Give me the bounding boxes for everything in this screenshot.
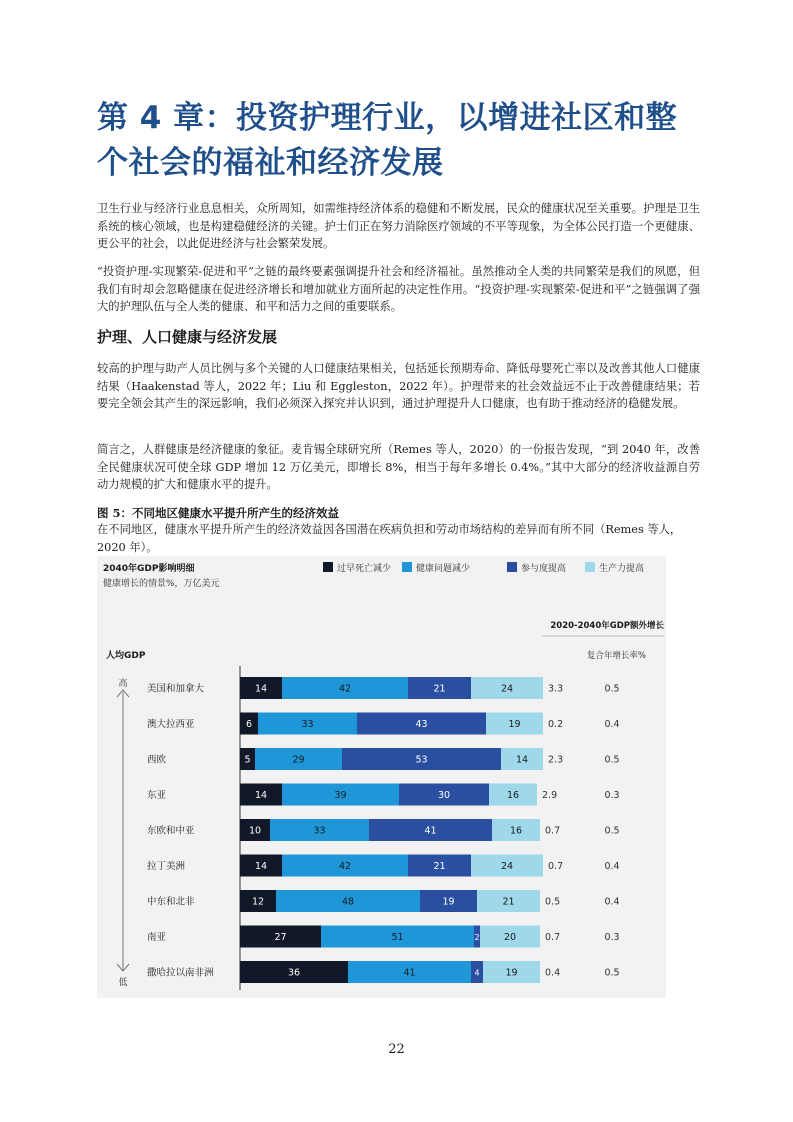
gdp-impact-chart (97, 556, 666, 998)
intro-paragraph-1: 卫生行业与经济行业息息相关，众所周知，如需维持经济体系的稳健和不断发展，民众的健康状况至关重要。护理是卫生系统的核心领域，也是构建稳健经济的关键。护士们正在努力消除医疗领域的不平等现象，为全体公民打造一个更健康、更公平的社会，以此促进经济与社会繁荣发展。 (97, 202, 700, 251)
growth-column-header: 2020-2040年GDP额外增长 (550, 621, 664, 631)
legend-label: 健康问题减少 (416, 564, 471, 574)
gdp-growth-value: 2.9 (542, 790, 558, 801)
bar-value-label: 5 (244, 754, 251, 766)
bar-value-label: 33 (301, 719, 314, 730)
bar-value-label: 19 (442, 896, 455, 908)
cagr-value: 0.4 (604, 861, 620, 872)
bar-value-label: 10 (248, 825, 262, 837)
bar-value-label: 33 (313, 825, 326, 837)
bar-value-label: 19 (505, 967, 518, 979)
chapter-title-line-1: 第 4 章：投资护理行业，以增进社区和整 (97, 100, 678, 136)
section-heading: 护理、人口健康与经济发展 (97, 328, 278, 346)
figure-title: 图 5：不同地区健康水平提升所产生的经济效益 (97, 506, 340, 520)
bar-value-label: 27 (274, 932, 287, 943)
bar-value-label: 24 (500, 861, 514, 872)
legend-swatch (402, 562, 412, 572)
bar-value-label: 41 (424, 825, 437, 837)
bar-value-label: 6 (245, 719, 253, 730)
chapter-title (97, 96, 717, 186)
region-label: 西欧 (147, 754, 167, 766)
bar-value-label: 24 (500, 683, 514, 695)
figure-caption: 在不同地区，健康水平提升所产生的经济效益因各国潜在疾病负担和劳动市场结构的差异而有所不同（Remes 等人，2020 年）。 (97, 523, 682, 554)
bar-value-label: 16 (506, 790, 520, 801)
region-label: 东亚 (147, 790, 167, 801)
bar-value-label: 14 (254, 683, 268, 695)
gdp-growth-value: 3.3 (548, 683, 564, 695)
bar-value-label: 43 (415, 719, 428, 730)
cagr-value: 0.5 (604, 825, 620, 837)
legend-swatch (507, 562, 517, 572)
bar-value-label: 4 (474, 968, 480, 978)
bar-value-label: 48 (341, 896, 355, 908)
legend-label: 生产力提高 (599, 564, 645, 574)
bar-value-label: 19 (508, 719, 521, 730)
axis-low-label: 低 (118, 978, 128, 988)
bar-value-label: 42 (338, 683, 352, 695)
chart-title: 2040年GDP影响明细 (103, 564, 195, 574)
cagr-value: 0.4 (604, 896, 620, 908)
gdp-growth-value: 0.5 (545, 896, 561, 908)
region-label: 南亚 (147, 932, 167, 943)
cagr-value: 0.5 (604, 683, 620, 695)
bar-value-label: 14 (254, 861, 268, 872)
cagr-column-header: 复合年增长率% (586, 651, 646, 661)
legend-swatch (585, 562, 595, 572)
bar-value-label: 36 (287, 967, 301, 979)
gdp-growth-value: 0.7 (548, 861, 564, 872)
body-paragraph-2: 简言之，人群健康是经济健康的象征。麦肯锡全球研究所（Remes 等人，2020）的一份报告发现，“到 2040 年，改善全民健康状况可使全球 GDP 增加 12 万亿美元，即增长 8%，相当于每年多增长 0.4%。”其中大部分的经济收益源自劳动力规模的扩大和健康水平的提升。 (97, 443, 700, 492)
chapter-title-line-2: 个社会的福祉和经济发展 (97, 145, 444, 181)
region-label: 中东和北非 (147, 896, 195, 908)
bar-value-label: 41 (403, 967, 416, 979)
bar-value-label: 21 (433, 861, 446, 872)
bar-value-label: 14 (254, 790, 268, 801)
bar-value-label: 12 (251, 896, 265, 908)
bar-value-label: 39 (334, 790, 347, 801)
bar-value-label: 53 (415, 754, 428, 766)
cagr-value: 0.3 (604, 932, 620, 943)
gdp-growth-value: 0.4 (545, 967, 561, 979)
bar-value-label: 16 (509, 825, 523, 837)
bar-value-label: 30 (437, 790, 451, 801)
cagr-value: 0.4 (604, 719, 620, 730)
region-label: 美国和加拿大 (147, 683, 205, 695)
legend-label: 过早死亡减少 (337, 564, 392, 574)
bar-value-label: 14 (515, 754, 529, 766)
gdp-growth-value: 2.3 (548, 754, 564, 766)
gdp-growth-value: 0.2 (548, 719, 564, 730)
bar-value-label: 29 (292, 754, 305, 766)
body-paragraph-1: 较高的护理与助产人员比例与多个关键的人口健康结果相关，包括延长预期寿命、降低母婴死亡率以及改善其他人口健康结果（Haakenstad 等人，2022 年；Liu 和 Eggleston，2022 年）。护理带来的社会效益远不止于改善健康结果；若要完全领会其产生的深远影响，我们必须深入探究并认识到，通过护理提升人口健康，也有助于推动经济的稳健发展。 (97, 362, 700, 411)
bar-value-label: 21 (502, 896, 515, 908)
region-label: 撒哈拉以南非洲 (147, 967, 214, 979)
intro-paragraph-2: “投资护理-实现繁荣-促进和平”之链的最终要素强调提升社会和经济福祉。虽然推动全人类的共同繁荣是我们的夙愿，但我们有时却会忽略健康在促进经济增长和增加就业方面所起的决定性作用。“投资护理-实现繁荣-促进和平”之链强调了强大的护理队伍与全人类的健康、和平和活力之间的重要联系。 (97, 265, 700, 314)
bar-value-label: 51 (391, 932, 404, 943)
region-label: 澳大拉西亚 (147, 719, 195, 730)
legend-swatch (323, 562, 333, 572)
region-label: 东欧和中亚 (147, 825, 195, 837)
region-label: 拉丁美洲 (147, 861, 186, 872)
bar-value-label: 20 (503, 932, 517, 943)
page-number: 22 (388, 1042, 405, 1057)
bar-value-label: 21 (433, 683, 446, 695)
gdp-growth-value: 0.7 (545, 932, 561, 943)
gdp-growth-value: 0.7 (545, 825, 561, 837)
cagr-value: 0.3 (604, 790, 620, 801)
cagr-value: 0.5 (604, 967, 620, 979)
left-axis-title: 人均GDP (106, 651, 146, 661)
bar-value-label: 42 (338, 861, 352, 872)
cagr-value: 0.5 (604, 754, 620, 766)
bar-value-label: 2 (474, 933, 480, 942)
axis-high-label: 高 (118, 679, 128, 689)
chart-canvas (97, 556, 666, 998)
legend-label: 参与度提高 (521, 564, 567, 574)
chart-subtitle: 健康增长的情景%，万亿美元 (103, 579, 220, 589)
